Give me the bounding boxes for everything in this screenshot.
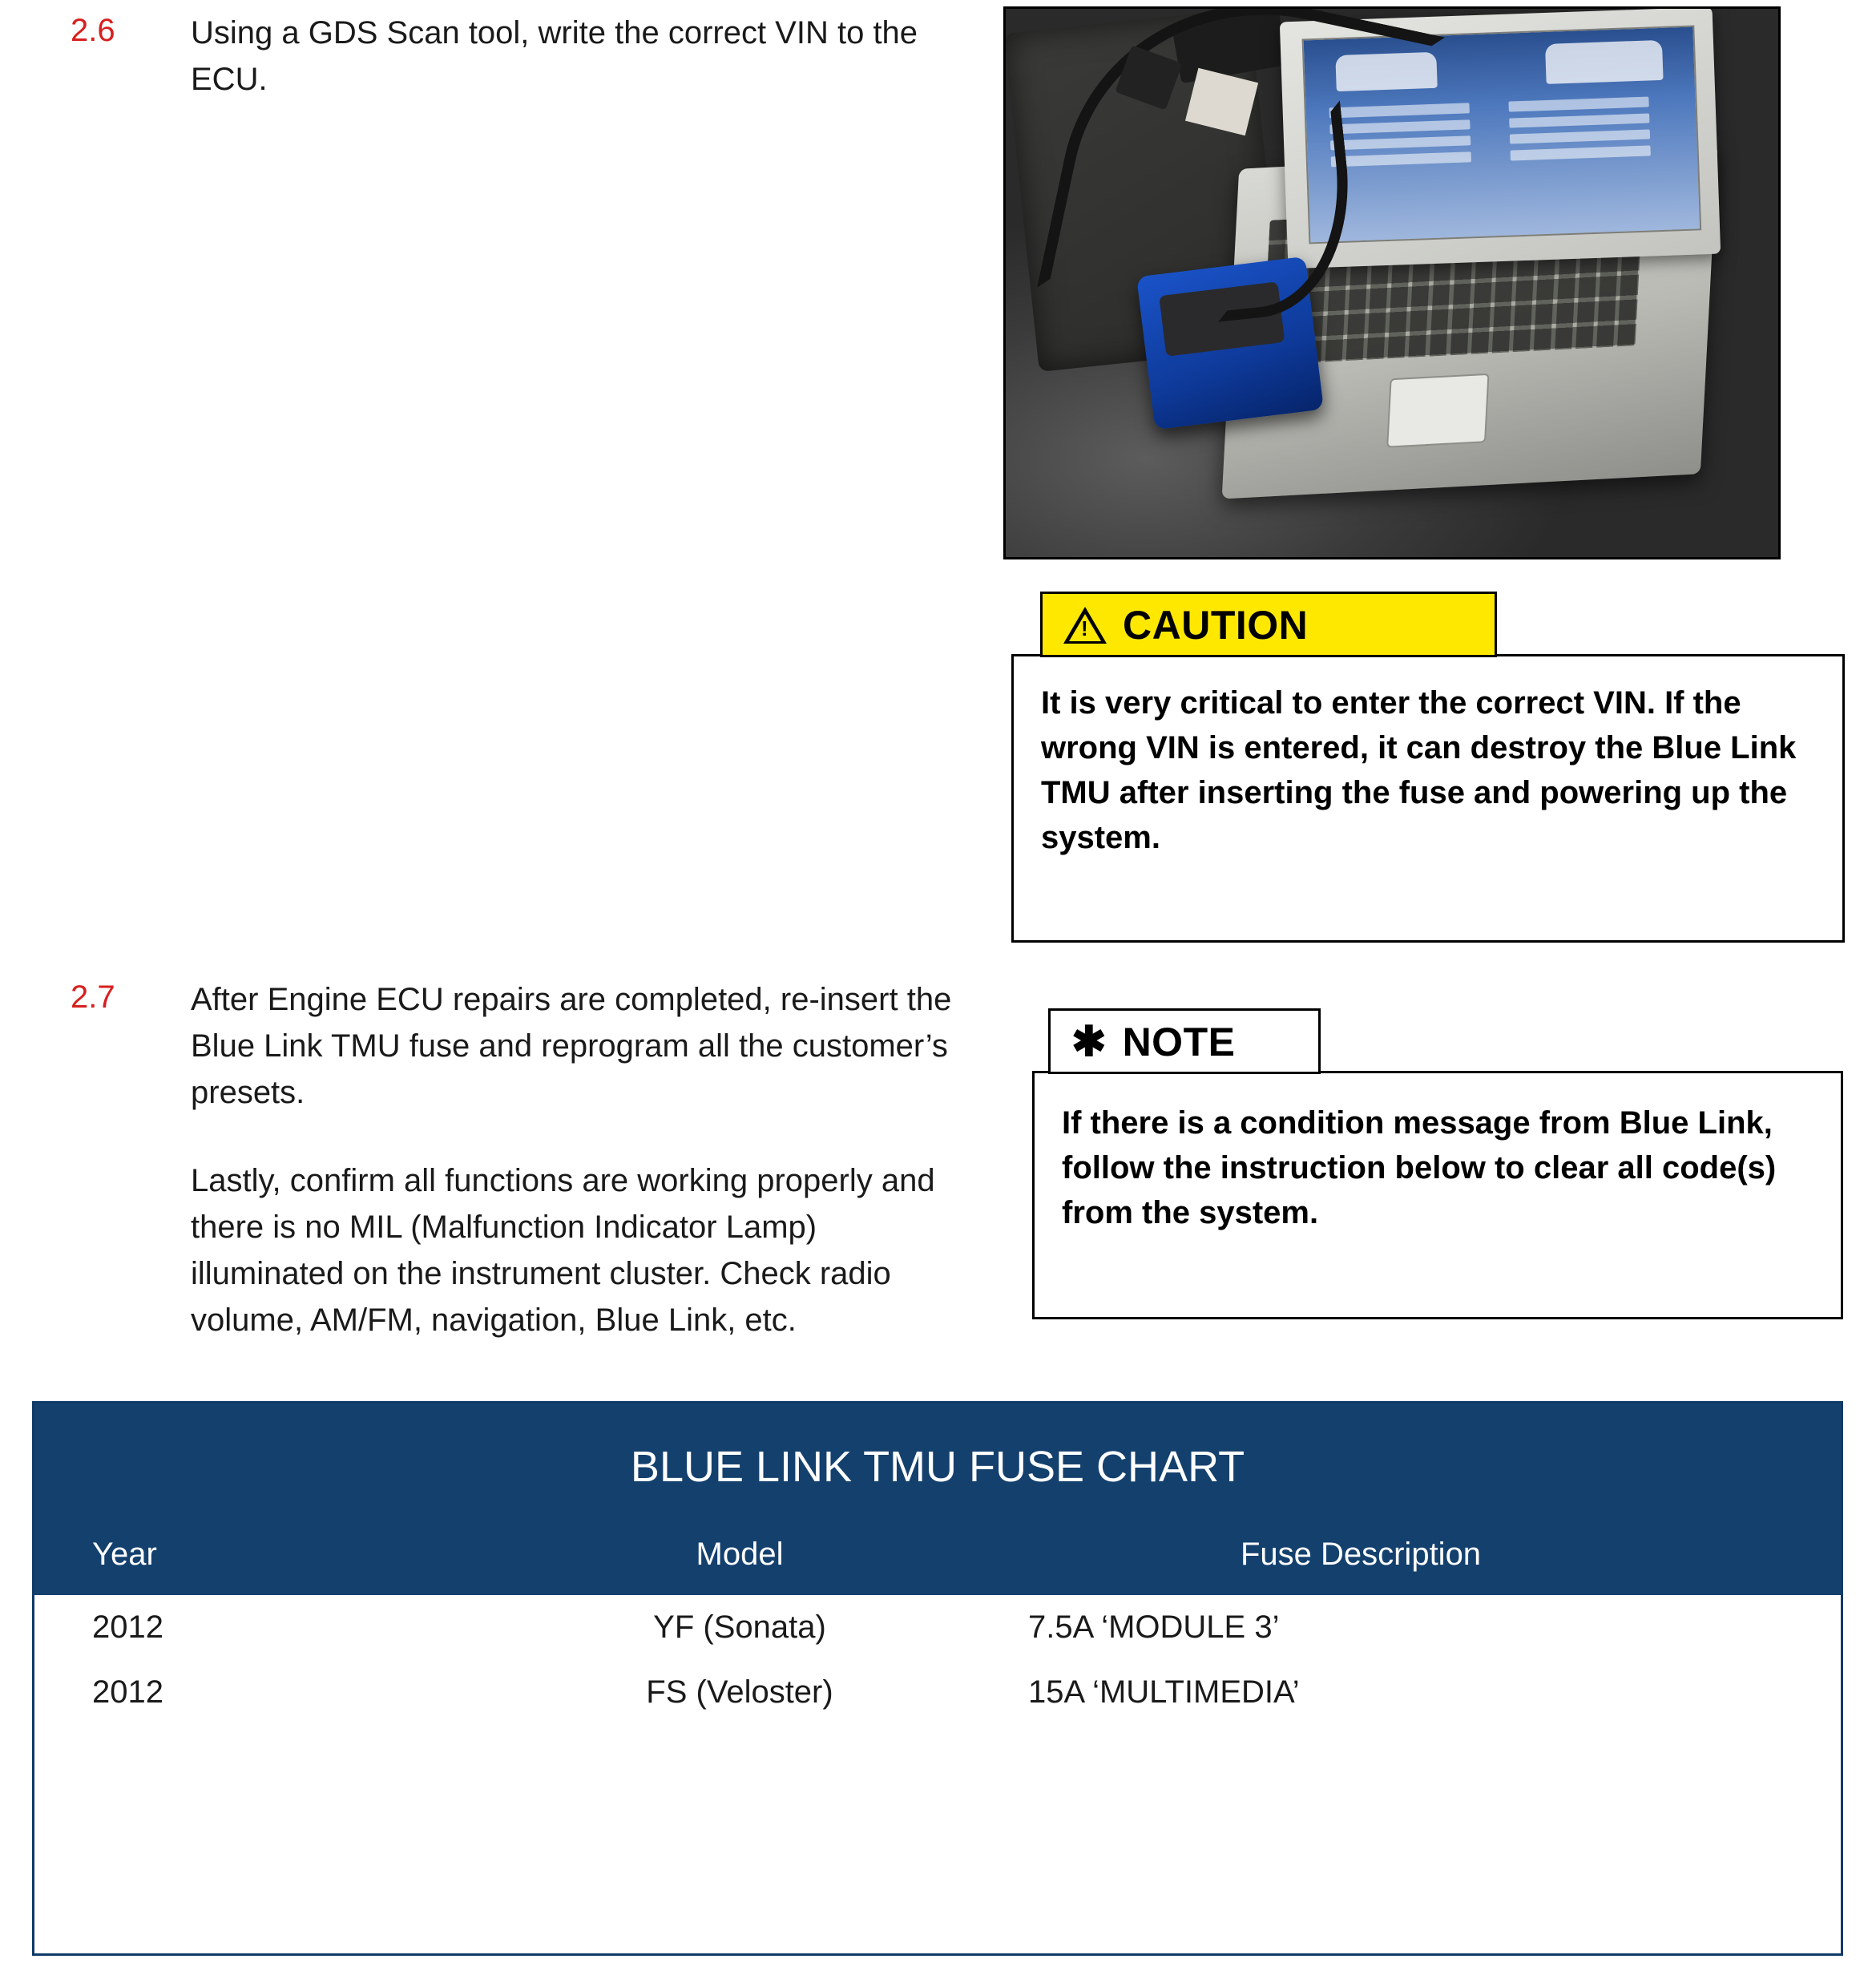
- laptop-touchpad: [1386, 373, 1489, 447]
- warning-triangle-icon: [1063, 607, 1107, 644]
- table-row: [34, 1595, 1841, 1660]
- fuse-chart-title: BLUE LINK TMU FUSE CHART: [34, 1404, 1841, 1537]
- cell-year: 2012: [92, 1674, 163, 1710]
- note-box: [1032, 1071, 1843, 1319]
- note-tab: [1048, 1008, 1321, 1074]
- star-icon: ✱: [1071, 1019, 1107, 1065]
- column-header-fuse: Fuse Description: [1240, 1537, 1482, 1572]
- step-number: 2.7: [71, 979, 115, 1015]
- note-text: If there is a condition message from Blue Link, follow the instruction below to clear all code(s) from the system.: [1062, 1105, 1777, 1230]
- cell-fuse: 15A ‘MULTIMEDIA’: [1028, 1674, 1300, 1710]
- cell-fuse: 7.5A ‘MODULE 3’: [1028, 1610, 1280, 1645]
- step-number: 2.6: [71, 13, 115, 48]
- step-text: [191, 976, 968, 1343]
- screen-list-row: [1510, 145, 1650, 160]
- caution-tab: [1040, 592, 1497, 657]
- caution-text: It is very critical to enter the correct VIN. If the wrong VIN is entered, it can destroy the Blue Link TMU after inserting the fuse and powering up the system.: [1041, 685, 1797, 855]
- caution-callout: [1011, 592, 1845, 944]
- step-text: [191, 10, 968, 103]
- step-paragraph: After Engine ECU repairs are completed, re-insert the Blue Link TMU fuse and reprogram all the customer’s presets.: [191, 982, 952, 1110]
- note-label: NOTE: [1122, 1020, 1236, 1064]
- caution-label: CAUTION: [1123, 603, 1309, 648]
- note-callout: [1032, 1008, 1843, 1329]
- step-paragraph: Lastly, confirm all functions are working properly and there is no MIL (Malfunction Indicator Lamp) illuminated on the instrument cluster. Check radio volume, AM/FM, navigation, Blue Link, etc.: [191, 1163, 935, 1338]
- column-header-model: Model: [696, 1537, 784, 1572]
- gds-scan-tool-photo: [1003, 6, 1781, 559]
- screen-car-graphic: [1545, 39, 1663, 84]
- blue-link-tmu-fuse-chart: [32, 1401, 1843, 1956]
- screen-list-row: [1509, 113, 1649, 128]
- instruction-step-2-6: [71, 10, 968, 103]
- table-row: [34, 1660, 1841, 1725]
- cell-year: 2012: [92, 1610, 163, 1645]
- photo-background: [1006, 9, 1778, 557]
- instruction-step-2-7: [71, 976, 968, 1343]
- caution-box: [1011, 654, 1845, 943]
- cell-model: FS (Veloster): [646, 1674, 833, 1710]
- step-paragraph: Using a GDS Scan tool, write the correct VIN to the ECU.: [191, 15, 918, 97]
- column-header-year: Year: [92, 1537, 157, 1572]
- fuse-chart-column-headers: [34, 1537, 1841, 1595]
- screen-list-row: [1508, 97, 1648, 112]
- cell-model: YF (Sonata): [653, 1610, 826, 1645]
- screen-list-row: [1509, 129, 1649, 144]
